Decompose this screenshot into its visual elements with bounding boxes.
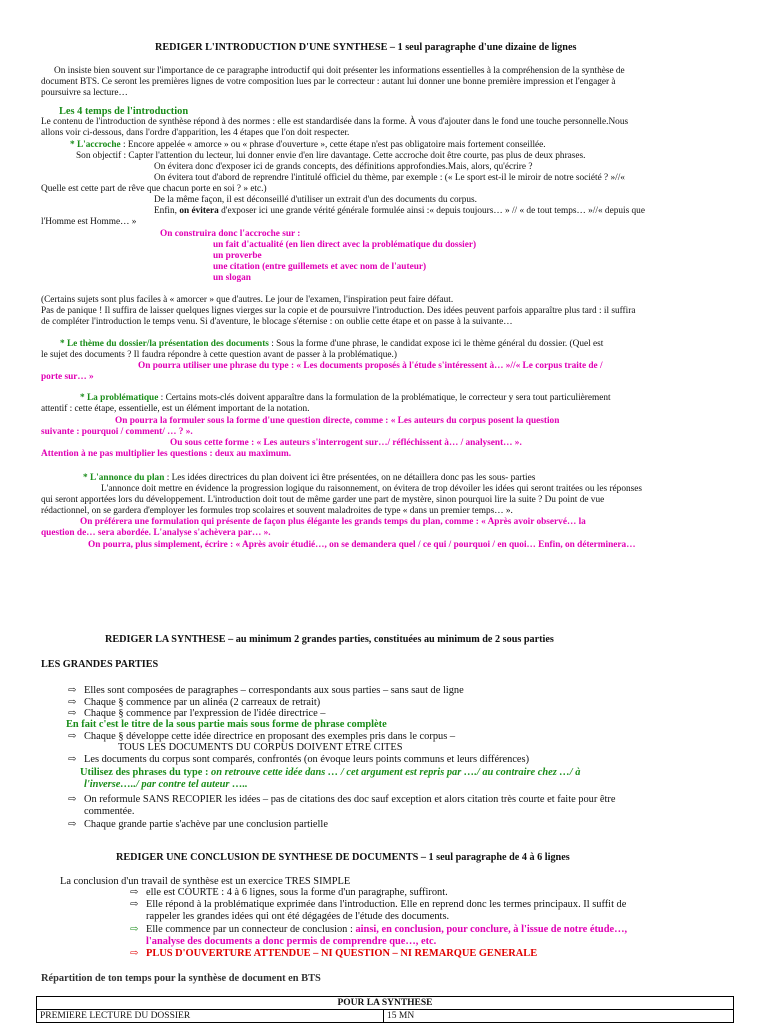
- synthesis-bullet: Les documents du corpus sont comparés, confrontés (on évoque leurs points communs et leurs différences): [84, 754, 530, 765]
- note-line: (Certains sujets sont plus faciles à « amorcer » que d'autres. Le jour de l'examen, l'inspiration peut faire défaut.: [41, 295, 454, 305]
- avoid-prefix: Enfin,: [154, 206, 180, 216]
- arrow-right-icon: ⇨: [68, 731, 77, 742]
- problem-text: : Certains mots-clés doivent apparaître dans la formulation de la problématique, le correcteur y sera tout particulièrement: [158, 393, 611, 403]
- plan-line: rédactionnel, on se gardera d'employer les formules trop scolaires et souvent maladroites de type « dans un premier temps… ».: [41, 506, 513, 516]
- example-italic: on retrouve cette idée dans … / cet argument est repris par …./ au contraire chez …/ à: [211, 767, 581, 778]
- construct-heading: On construira donc l'accroche sur :: [160, 229, 301, 239]
- example-prefix: Utilisez des phrases du type :: [80, 767, 212, 778]
- accroche-text: : Encore appelée « amorce » ou « phrase d'ouverture », cette étape n'est pas obligatoire mais fortement conseillée.: [120, 140, 546, 150]
- standards-line: allons voir ci-dessous, dans l'ordre d'apparition, les 4 étapes que l'on doit respecter.: [41, 128, 350, 138]
- theme-example: porte sur… »: [41, 372, 94, 382]
- synthesis-subtitle: LES GRANDES PARTIES: [41, 659, 159, 670]
- accroche-option: un slogan: [213, 273, 251, 283]
- intro-paragraph-line: document BTS. Ce seront les premières lignes de votre composition lues par le correcteur : autant lui donner une bonne première impression et l'engager à: [41, 77, 616, 87]
- connector-examples: ainsi, en conclusion, pour conclure, à l'issue de notre étude…,: [355, 924, 628, 935]
- note-line: de compléter l'introduction le temps venu. Si d'aventure, le blocage s'éternise : on oublie cette étape et on passe à la suivante…: [41, 317, 513, 327]
- synthesis-example: l'inverse…../ par contre tel auteur …..: [84, 779, 248, 790]
- problem-example: On pourra la formuler sous la forme d'une question directe, comme : « Les auteurs du corpus posent la question: [115, 416, 560, 426]
- synthesis-title: REDIGER LA SYNTHESE – au minimum 2 grandes parties, constituées au minimum de 2 sous parties: [105, 634, 554, 645]
- problem-line: attentif : cette étape, essentielle, est un élément important de la notation.: [41, 404, 310, 414]
- arrow-right-icon: ⇨: [130, 948, 139, 959]
- problem-example: Attention à ne pas multiplier les questions : deux au maximum.: [41, 449, 292, 459]
- plan-example: On préférera une formulation qui présente de façon plus élégante les grands temps du plan, comme : « Après avoir observé… la: [80, 517, 586, 527]
- accroche-option: un proverbe: [213, 251, 262, 261]
- objective-line: Son objectif : Capter l'attention du lecteur, lui donner envie d'en lire davantage. Cette accroche doit être courte, pas plus de deux phrases.: [76, 151, 586, 161]
- conclusion-title: REDIGER UNE CONCLUSION DE SYNTHESE DE DOCUMENTS – 1 seul paragraphe de 4 à 6 lignes: [116, 852, 570, 863]
- plan-label: * L'annonce du plan: [83, 473, 165, 483]
- avoid-line: Quelle est cette part de rêve que chacun porte en soi ? » etc.): [41, 184, 267, 194]
- synthesis-bullet: commentée.: [84, 806, 135, 817]
- synthesis-bullet-caps: TOUS LES DOCUMENTS DU CORPUS DOIVENT ETRE CITES: [118, 742, 403, 753]
- accroche-option: un fait d'actualité (en lien direct avec la problématique du dossier): [213, 240, 477, 250]
- intro-paragraph-line: poursuivre sa lecture…: [41, 88, 128, 98]
- arrow-right-icon: ⇨: [130, 899, 139, 910]
- conclusion-bullet: elle est COURTE : 4 à 6 lignes, sous la forme d'un paragraphe, suffiront.: [146, 887, 448, 898]
- theme-label: * Le thème du dossier/la présentation des documents: [60, 339, 269, 349]
- synthesis-bullet: Chaque grande partie s'achève par une conclusion partielle: [84, 819, 328, 830]
- conclusion-warning: PLUS D'OUVERTURE ATTENDUE – NI QUESTION – NI REMARQUE GENERALE: [146, 948, 538, 959]
- plan-line: qui seront apportées lors du développement. L'introduction doit tout de même garder une part de mystère, sinon pourquoi lire la suite ? Du point de vue: [41, 495, 605, 505]
- problem-example: Ou sous cette forme : « Les auteurs s'interrogent sur…/ réfléchissent à… / analysent… ».: [170, 438, 522, 448]
- avoid-line: On évitera tout d'abord de reprendre l'intitulé officiel du thème, par exemple : (« Le sport est-il le miroir de notre société ? »//«: [154, 173, 625, 183]
- problem-line: [80, 393, 611, 404]
- conclusion-bullet: rappeler les grandes idées qui ont été dégagées de l'étude des documents.: [146, 911, 450, 922]
- avoid-rest: d'exposer ici une grande vérité générale formulée ainsi :« depuis toujours… » // « de tout temps… »//« depuis que: [218, 206, 645, 216]
- accroche-label: * L'accroche: [70, 140, 121, 150]
- connector-text: Elle commence par un connecteur de conclusion :: [146, 924, 356, 935]
- arrow-right-icon: ⇨: [68, 819, 77, 830]
- conclusion-intro: La conclusion d'un travail de synthèse est un exercice TRES SIMPLE: [60, 876, 351, 887]
- conclusion-bullet: Elle répond à la problématique exprimée dans l'introduction. Elle en reprend donc les termes principaux. Il suffit de: [146, 899, 627, 910]
- arrow-right-icon: ⇨: [68, 708, 77, 719]
- arrow-right-icon: ⇨: [68, 685, 77, 696]
- table-header: POUR LA SYNTHESE: [37, 997, 734, 1010]
- theme-text: : Sous la forme d'une phrase, le candidat expose ici le thème général du dossier. (Quel est: [268, 339, 604, 349]
- avoid-line: On évitera donc d'exposer ici de grands concepts, des définitions approfondies.Mais, alors, qu'écrire ?: [154, 162, 533, 172]
- theme-line: [60, 339, 603, 350]
- connector-examples: l'analyse des documents a donc permis de comprendre que…, etc.: [146, 936, 437, 947]
- synthesis-bullet-emphasis: En fait c'est le titre de la sous partie mais sous forme de phrase complète: [66, 719, 387, 730]
- four-times-heading: Les 4 temps de l'introduction: [59, 106, 189, 117]
- theme-line: le sujet des documents ? Il faudra répondre à cette question avant de passer à la problématique.): [41, 350, 397, 360]
- standards-line: Le contenu de l'introduction de synthèse répond à des normes : elle est standardisée dans la forme. À vous d'ajouter dans le fond une touche personnelle.Nous: [41, 117, 629, 127]
- arrow-right-icon: ⇨: [68, 697, 77, 708]
- note-line: Pas de panique ! Il suffira de laisser quelques lignes vierges sur la copie et de poursuivre l'introduction. Des idées peuvent parfois apparaître plus tard : il suffira: [41, 306, 636, 316]
- synthesis-bullet: On reformule SANS RECOPIER les idées – pas de citations des doc sauf exception et alors citation très courte et faite pour être: [84, 794, 616, 805]
- plan-line: [83, 473, 535, 484]
- avoid-line: l'Homme est Homme… »: [41, 217, 137, 227]
- plan-text: : Les idées directrices du plan doivent ici être présentées, on ne détaillera donc pas les sous- parties: [164, 473, 536, 483]
- intro-paragraph-line: On insiste bien souvent sur l'importance de ce paragraphe introductif qui doit présenter les informations essentielles à la compréhension de la synthèse de: [54, 66, 625, 76]
- plan-example: On pourra, plus simplement, écrire : « Après avoir étudié…, on se demandera quel / ce qui / pourquoi / en quoi… Enfin, on déterminera…: [88, 540, 636, 550]
- synthesis-bullet: Chaque § commence par un alinéa (2 carreaux de retrait): [84, 697, 321, 708]
- arrow-right-icon: ⇨: [130, 924, 139, 935]
- plan-line: L'annonce doit mettre en évidence la progression logique du raisonnement, on évitera de trop dévoiler les idées qui seront traitées ou les réponses: [101, 484, 642, 494]
- accroche-option: une citation (entre guillemets et avec nom de l'auteur): [213, 262, 427, 272]
- intro-title: REDIGER L'INTRODUCTION D'UNE SYNTHESE – 1 seul paragraphe d'une dizaine de lignes: [155, 42, 577, 53]
- arrow-right-icon: ⇨: [68, 794, 77, 805]
- avoid-line: [154, 206, 645, 217]
- plan-example: question de… sera abordée. L'analyse s'achèvera par… ».: [41, 528, 271, 538]
- arrow-right-icon: ⇨: [68, 754, 77, 765]
- arrow-right-icon: ⇨: [130, 887, 139, 898]
- time-table: [36, 996, 734, 1023]
- table-cell-value: 15 MN: [384, 1010, 734, 1023]
- problem-example: suivante : pourquoi / comment/ … ? ».: [41, 427, 193, 437]
- accroche-line: [70, 140, 546, 151]
- table-row: [37, 997, 734, 1010]
- problem-label: * La problématique: [80, 393, 159, 403]
- synthesis-bullet: Chaque § développe cette idée directrice en proposant des exemples pris dans le corpus –: [84, 731, 456, 742]
- table-row: [37, 1010, 734, 1023]
- avoid-emphasis: on évitera: [179, 206, 219, 216]
- synthesis-example: [80, 767, 580, 778]
- synthesis-bullet: Elles sont composées de paragraphes – correspondants aux sous parties – sans saut de ligne: [84, 685, 464, 696]
- theme-example: On pourra utiliser une phrase du type : « Les documents proposés à l'étude s'intéressent à… »//« Le corpus traite de /: [138, 361, 603, 371]
- synthesis-bullet: Chaque § commence par l'expression de l'idée directrice –: [84, 708, 326, 719]
- conclusion-bullet: [146, 924, 627, 935]
- time-split-heading: Répartition de ton temps pour la synthèse de document en BTS: [41, 973, 321, 984]
- table-cell-label: PREMIERE LECTURE DU DOSSIER: [37, 1010, 384, 1023]
- avoid-line: De la même façon, il est déconseillé d'utiliser un extrait d'un des documents du corpus.: [154, 195, 477, 205]
